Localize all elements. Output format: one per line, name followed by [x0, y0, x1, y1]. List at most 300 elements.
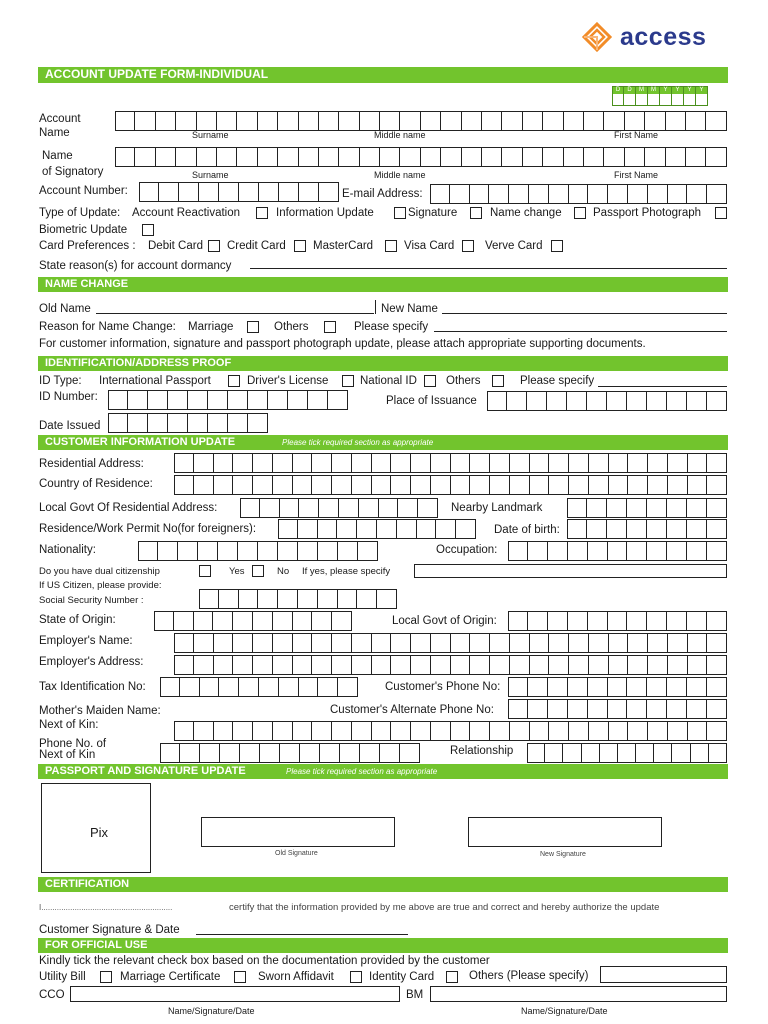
- grid-cell[interactable]: [607, 391, 627, 411]
- grid-cell[interactable]: [470, 721, 490, 741]
- grid-cell[interactable]: [299, 111, 319, 131]
- passport-photo-checkbox[interactable]: [715, 207, 727, 219]
- grid-cell[interactable]: [608, 677, 628, 697]
- grid-cell[interactable]: [238, 541, 258, 561]
- grid-cell[interactable]: [379, 498, 399, 518]
- grid-cell[interactable]: [339, 111, 359, 131]
- grid-cell[interactable]: [490, 721, 510, 741]
- grid-cell[interactable]: [168, 413, 188, 433]
- signature-checkbox[interactable]: [470, 207, 482, 219]
- ssn-grid[interactable]: [199, 589, 397, 609]
- grid-cell[interactable]: [568, 541, 588, 561]
- grid-cell[interactable]: [377, 519, 397, 539]
- grid-cell[interactable]: [273, 655, 293, 675]
- grid-cell[interactable]: [529, 184, 549, 204]
- grid-cell[interactable]: [487, 391, 507, 411]
- grid-cell[interactable]: [391, 633, 411, 653]
- grid-cell[interactable]: [293, 475, 313, 495]
- grid-cell[interactable]: [628, 475, 648, 495]
- grid-cell[interactable]: [312, 633, 332, 653]
- grid-cell[interactable]: [154, 611, 174, 631]
- grid-cell[interactable]: [332, 633, 352, 653]
- grid-cell[interactable]: [411, 633, 431, 653]
- grid-cell[interactable]: [260, 743, 280, 763]
- old-name-line[interactable]: [96, 313, 374, 314]
- grid-cell[interactable]: [398, 498, 418, 518]
- grid-cell[interactable]: [470, 453, 490, 473]
- grid-cell[interactable]: [199, 589, 219, 609]
- grid-cell[interactable]: [214, 633, 234, 653]
- grid-cell[interactable]: [568, 677, 588, 697]
- grid-cell[interactable]: [609, 721, 629, 741]
- grid-cell[interactable]: [510, 655, 530, 675]
- grid-cell[interactable]: [338, 589, 358, 609]
- grid-cell[interactable]: [609, 655, 629, 675]
- grid-cell[interactable]: [248, 390, 268, 410]
- grid-cell[interactable]: [627, 611, 647, 631]
- grid-cell[interactable]: [280, 498, 300, 518]
- grid-cell[interactable]: [707, 391, 727, 411]
- credit-card-checkbox[interactable]: [294, 240, 306, 252]
- grid-cell[interactable]: [584, 147, 604, 167]
- grid-cell[interactable]: [628, 721, 648, 741]
- grid-cell[interactable]: [293, 453, 313, 473]
- account-number-grid[interactable]: [139, 182, 339, 202]
- grid-cell[interactable]: [707, 677, 727, 697]
- grid-cell[interactable]: [308, 390, 328, 410]
- grid-cell[interactable]: [431, 655, 451, 675]
- grid-cell[interactable]: [219, 589, 239, 609]
- grid-cell[interactable]: [377, 589, 397, 609]
- grid-cell[interactable]: [668, 453, 688, 473]
- grid-cell[interactable]: [372, 475, 392, 495]
- dormancy-line[interactable]: [250, 268, 727, 269]
- grid-cell[interactable]: [607, 519, 627, 539]
- mastercard-checkbox[interactable]: [385, 240, 397, 252]
- grid-cell[interactable]: [411, 655, 431, 675]
- new-name-line[interactable]: [442, 313, 727, 314]
- grid-cell[interactable]: [237, 147, 257, 167]
- grid-cell[interactable]: [600, 743, 618, 763]
- grid-cell[interactable]: [233, 611, 253, 631]
- grid-cell[interactable]: [194, 721, 214, 741]
- grid-cell[interactable]: [299, 147, 319, 167]
- grid-cell[interactable]: [214, 475, 234, 495]
- grid-cell[interactable]: [208, 413, 228, 433]
- grid-cell[interactable]: [391, 475, 411, 495]
- grid-cell[interactable]: [174, 453, 194, 473]
- grid-cell[interactable]: [441, 147, 461, 167]
- grid-cell[interactable]: [666, 111, 686, 131]
- grid-cell[interactable]: [569, 721, 589, 741]
- grid-cell[interactable]: [337, 519, 357, 539]
- phone-grid[interactable]: [508, 677, 727, 697]
- lga-origin-grid[interactable]: [508, 611, 727, 631]
- grid-cell[interactable]: [489, 184, 509, 204]
- grid-cell[interactable]: [627, 391, 647, 411]
- grid-cell[interactable]: [668, 184, 688, 204]
- grid-cell[interactable]: [431, 633, 451, 653]
- grid-cell[interactable]: [319, 147, 339, 167]
- grid-cell[interactable]: [470, 655, 490, 675]
- grid-cell[interactable]: [380, 147, 400, 167]
- others-checkbox[interactable]: [324, 321, 336, 333]
- grid-cell[interactable]: [530, 475, 550, 495]
- grid-cell[interactable]: [547, 391, 567, 411]
- grid-cell[interactable]: [687, 699, 707, 719]
- grid-cell[interactable]: [299, 677, 319, 697]
- grid-cell[interactable]: [417, 519, 437, 539]
- grid-cell[interactable]: [530, 721, 550, 741]
- grid-cell[interactable]: [618, 743, 636, 763]
- nok-grid[interactable]: [174, 721, 727, 741]
- grid-cell[interactable]: [299, 182, 319, 202]
- grid-cell[interactable]: [510, 633, 530, 653]
- grid-cell[interactable]: [510, 475, 530, 495]
- grid-cell[interactable]: [159, 182, 179, 202]
- grid-cell[interactable]: [502, 147, 522, 167]
- grid-cell[interactable]: [174, 633, 194, 653]
- visa-card-checkbox[interactable]: [462, 240, 474, 252]
- grid-cell[interactable]: [239, 182, 259, 202]
- grid-cell[interactable]: [372, 721, 392, 741]
- grid-cell[interactable]: [589, 475, 609, 495]
- grid-cell[interactable]: [707, 184, 727, 204]
- grid-cell[interactable]: [645, 111, 665, 131]
- grid-cell[interactable]: [400, 147, 420, 167]
- grid-cell[interactable]: [569, 655, 589, 675]
- grid-cell[interactable]: [647, 541, 667, 561]
- grid-cell[interactable]: [509, 184, 529, 204]
- grid-cell[interactable]: [706, 111, 726, 131]
- grid-cell[interactable]: [293, 611, 313, 631]
- grid-cell[interactable]: [436, 519, 456, 539]
- grid-cell[interactable]: [259, 677, 279, 697]
- grid-cell[interactable]: [508, 611, 528, 631]
- employer-addr-grid[interactable]: [174, 655, 727, 675]
- dob-grid[interactable]: [567, 519, 727, 539]
- grid-cell[interactable]: [280, 743, 300, 763]
- grid-cell[interactable]: [451, 633, 471, 653]
- grid-cell[interactable]: [687, 677, 707, 697]
- grid-cell[interactable]: [372, 453, 392, 473]
- grid-cell[interactable]: [200, 743, 220, 763]
- grid-cell[interactable]: [569, 633, 589, 653]
- grid-cell[interactable]: [360, 111, 380, 131]
- grid-cell[interactable]: [293, 633, 313, 653]
- grid-cell[interactable]: [253, 633, 273, 653]
- grid-cell[interactable]: [421, 147, 441, 167]
- grid-cell[interactable]: [318, 519, 338, 539]
- grid-cell[interactable]: [217, 111, 237, 131]
- grid-cell[interactable]: [530, 633, 550, 653]
- grid-cell[interactable]: [527, 743, 545, 763]
- grid-cell[interactable]: [312, 475, 332, 495]
- grid-cell[interactable]: [197, 147, 217, 167]
- grid-cell[interactable]: [253, 611, 273, 631]
- grid-cell[interactable]: [627, 541, 647, 561]
- grid-cell[interactable]: [667, 519, 687, 539]
- grid-cell[interactable]: [527, 391, 547, 411]
- national-id-checkbox[interactable]: [424, 375, 436, 387]
- grid-cell[interactable]: [707, 541, 727, 561]
- grid-cell[interactable]: [627, 699, 647, 719]
- grid-cell[interactable]: [174, 475, 194, 495]
- grid-cell[interactable]: [194, 475, 214, 495]
- grid-cell[interactable]: [628, 184, 648, 204]
- grid-cell[interactable]: [549, 633, 569, 653]
- grid-cell[interactable]: [418, 498, 438, 518]
- grid-cell[interactable]: [372, 655, 392, 675]
- grid-cell[interactable]: [240, 498, 260, 518]
- grid-cell[interactable]: [312, 721, 332, 741]
- grid-cell[interactable]: [588, 611, 608, 631]
- new-signature-box[interactable]: [468, 817, 662, 847]
- place-issuance-grid[interactable]: [487, 391, 727, 411]
- grid-cell[interactable]: [372, 633, 392, 653]
- grid-cell[interactable]: [668, 475, 688, 495]
- grid-cell[interactable]: [609, 475, 629, 495]
- grid-cell[interactable]: [648, 475, 668, 495]
- tin-grid[interactable]: [160, 677, 358, 697]
- grid-cell[interactable]: [312, 655, 332, 675]
- grid-cell[interactable]: [589, 655, 609, 675]
- grid-cell[interactable]: [160, 677, 180, 697]
- grid-cell[interactable]: [668, 655, 688, 675]
- grid-cell[interactable]: [219, 677, 239, 697]
- grid-cell[interactable]: [548, 541, 568, 561]
- grid-cell[interactable]: [194, 633, 214, 653]
- id-number-grid[interactable]: [108, 390, 348, 410]
- grid-cell[interactable]: [332, 475, 352, 495]
- grid-cell[interactable]: [528, 541, 548, 561]
- grid-cell[interactable]: [135, 147, 155, 167]
- grid-cell[interactable]: [233, 721, 253, 741]
- country-grid[interactable]: [174, 475, 727, 495]
- grid-cell[interactable]: [339, 147, 359, 167]
- grid-cell[interactable]: [627, 677, 647, 697]
- grid-cell[interactable]: [609, 633, 629, 653]
- grid-cell[interactable]: [451, 453, 471, 473]
- grid-cell[interactable]: [158, 541, 178, 561]
- grid-cell[interactable]: [318, 589, 338, 609]
- grid-cell[interactable]: [666, 147, 686, 167]
- grid-cell[interactable]: [549, 655, 569, 675]
- grid-cell[interactable]: [352, 655, 372, 675]
- grid-cell[interactable]: [188, 390, 208, 410]
- grid-cell[interactable]: [608, 699, 628, 719]
- grid-cell[interactable]: [628, 633, 648, 653]
- grid-cell[interactable]: [462, 147, 482, 167]
- grid-cell[interactable]: [549, 184, 569, 204]
- grid-cell[interactable]: [233, 633, 253, 653]
- grid-cell[interactable]: [268, 390, 288, 410]
- grid-cell[interactable]: [569, 184, 589, 204]
- email-grid[interactable]: [430, 184, 727, 204]
- grid-cell[interactable]: [608, 184, 628, 204]
- utility-bill-checkbox[interactable]: [100, 971, 112, 983]
- grid-cell[interactable]: [667, 391, 687, 411]
- grid-cell[interactable]: [213, 611, 233, 631]
- grid-cell[interactable]: [176, 147, 196, 167]
- grid-cell[interactable]: [240, 743, 260, 763]
- grid-cell[interactable]: [609, 453, 629, 473]
- grid-cell[interactable]: [707, 475, 727, 495]
- grid-cell[interactable]: [233, 453, 253, 473]
- employer-grid[interactable]: [174, 633, 727, 653]
- grid-cell[interactable]: [338, 677, 358, 697]
- grid-cell[interactable]: [548, 677, 568, 697]
- grid-cell[interactable]: [279, 182, 299, 202]
- grid-cell[interactable]: [588, 699, 608, 719]
- old-signature-box[interactable]: [201, 817, 395, 847]
- grid-cell[interactable]: [688, 655, 708, 675]
- grid-cell[interactable]: [391, 655, 411, 675]
- permit-grid[interactable]: [278, 519, 476, 539]
- grid-cell[interactable]: [627, 498, 647, 518]
- grid-cell[interactable]: [589, 453, 609, 473]
- grid-cell[interactable]: [174, 611, 194, 631]
- grid-cell[interactable]: [707, 453, 727, 473]
- grid-cell[interactable]: [647, 391, 667, 411]
- grid-cell[interactable]: [319, 182, 339, 202]
- grid-cell[interactable]: [667, 498, 687, 518]
- reactivation-checkbox[interactable]: [256, 207, 268, 219]
- grid-cell[interactable]: [502, 111, 522, 131]
- grid-cell[interactable]: [672, 743, 690, 763]
- grid-cell[interactable]: [549, 475, 569, 495]
- grid-cell[interactable]: [528, 611, 548, 631]
- grid-cell[interactable]: [686, 111, 706, 131]
- grid-cell[interactable]: [233, 655, 253, 675]
- state-origin-grid[interactable]: [154, 611, 352, 631]
- grid-cell[interactable]: [128, 390, 148, 410]
- grid-cell[interactable]: [214, 453, 234, 473]
- grid-cell[interactable]: [233, 475, 253, 495]
- grid-cell[interactable]: [180, 743, 200, 763]
- account-name-grid[interactable]: [115, 111, 727, 131]
- grid-cell[interactable]: [563, 743, 581, 763]
- grid-cell[interactable]: [273, 611, 293, 631]
- grid-cell[interactable]: [647, 677, 667, 697]
- grid-cell[interactable]: [194, 453, 214, 473]
- grid-cell[interactable]: [470, 475, 490, 495]
- grid-cell[interactable]: [298, 589, 318, 609]
- signatory-grid[interactable]: [115, 147, 727, 167]
- grid-cell[interactable]: [569, 453, 589, 473]
- grid-cell[interactable]: [490, 655, 510, 675]
- grid-cell[interactable]: [259, 182, 279, 202]
- grid-cell[interactable]: [508, 677, 528, 697]
- customer-signature-line[interactable]: [196, 934, 408, 935]
- date-issued-grid[interactable]: [108, 413, 268, 433]
- grid-cell[interactable]: [627, 519, 647, 539]
- grid-cell[interactable]: [278, 519, 298, 539]
- grid-cell[interactable]: [400, 111, 420, 131]
- grid-cell[interactable]: [214, 721, 234, 741]
- grid-cell[interactable]: [380, 111, 400, 131]
- grid-cell[interactable]: [707, 498, 727, 518]
- grid-cell[interactable]: [587, 498, 607, 518]
- grid-cell[interactable]: [567, 519, 587, 539]
- grid-cell[interactable]: [654, 743, 672, 763]
- grid-cell[interactable]: [360, 147, 380, 167]
- occupation-grid[interactable]: [508, 541, 727, 561]
- grid-cell[interactable]: [293, 721, 313, 741]
- grid-cell[interactable]: [709, 743, 727, 763]
- grid-cell[interactable]: [318, 541, 338, 561]
- grid-cell[interactable]: [391, 721, 411, 741]
- grid-cell[interactable]: [543, 111, 563, 131]
- grid-cell[interactable]: [528, 677, 548, 697]
- grid-cell[interactable]: [138, 541, 158, 561]
- grid-cell[interactable]: [636, 743, 654, 763]
- grid-cell[interactable]: [523, 147, 543, 167]
- grid-cell[interactable]: [357, 589, 377, 609]
- grid-cell[interactable]: [688, 475, 708, 495]
- grid-cell[interactable]: [298, 541, 318, 561]
- grid-cell[interactable]: [253, 475, 273, 495]
- grid-cell[interactable]: [300, 743, 320, 763]
- grid-cell[interactable]: [482, 111, 502, 131]
- id-specify-line[interactable]: [598, 386, 727, 387]
- grid-cell[interactable]: [360, 743, 380, 763]
- residential-grid[interactable]: [174, 453, 727, 473]
- grid-cell[interactable]: [352, 453, 372, 473]
- grid-cell[interactable]: [667, 541, 687, 561]
- grid-cell[interactable]: [298, 519, 318, 539]
- grid-cell[interactable]: [510, 453, 530, 473]
- grid-cell[interactable]: [352, 721, 372, 741]
- grid-cell[interactable]: [258, 111, 278, 131]
- grid-cell[interactable]: [397, 519, 417, 539]
- grid-cell[interactable]: [523, 111, 543, 131]
- dual-no-checkbox[interactable]: [252, 565, 264, 577]
- verve-card-checkbox[interactable]: [551, 240, 563, 252]
- grid-cell[interactable]: [589, 721, 609, 741]
- grid-cell[interactable]: [648, 184, 668, 204]
- grid-cell[interactable]: [288, 390, 308, 410]
- grid-cell[interactable]: [567, 498, 587, 518]
- grid-cell[interactable]: [707, 633, 727, 653]
- grid-cell[interactable]: [647, 519, 667, 539]
- grid-cell[interactable]: [258, 589, 278, 609]
- grid-cell[interactable]: [564, 111, 584, 131]
- grid-cell[interactable]: [470, 184, 490, 204]
- grid-cell[interactable]: [220, 743, 240, 763]
- grid-cell[interactable]: [604, 147, 624, 167]
- grid-cell[interactable]: [647, 699, 667, 719]
- grid-cell[interactable]: [115, 111, 135, 131]
- grid-cell[interactable]: [508, 699, 528, 719]
- grid-cell[interactable]: [319, 111, 339, 131]
- marriage-cert-checkbox[interactable]: [234, 971, 246, 983]
- grid-cell[interactable]: [482, 147, 502, 167]
- identity-card-checkbox[interactable]: [446, 971, 458, 983]
- grid-cell[interactable]: [686, 147, 706, 167]
- reason-specify-line[interactable]: [434, 331, 727, 332]
- grid-cell[interactable]: [431, 721, 451, 741]
- grid-cell[interactable]: [687, 541, 707, 561]
- name-change-checkbox[interactable]: [574, 207, 586, 219]
- grid-cell[interactable]: [411, 453, 431, 473]
- grid-cell[interactable]: [391, 453, 411, 473]
- grid-cell[interactable]: [312, 453, 332, 473]
- grid-cell[interactable]: [668, 633, 688, 653]
- dual-specify-field[interactable]: [414, 564, 727, 578]
- grid-cell[interactable]: [688, 453, 708, 473]
- grid-cell[interactable]: [239, 589, 259, 609]
